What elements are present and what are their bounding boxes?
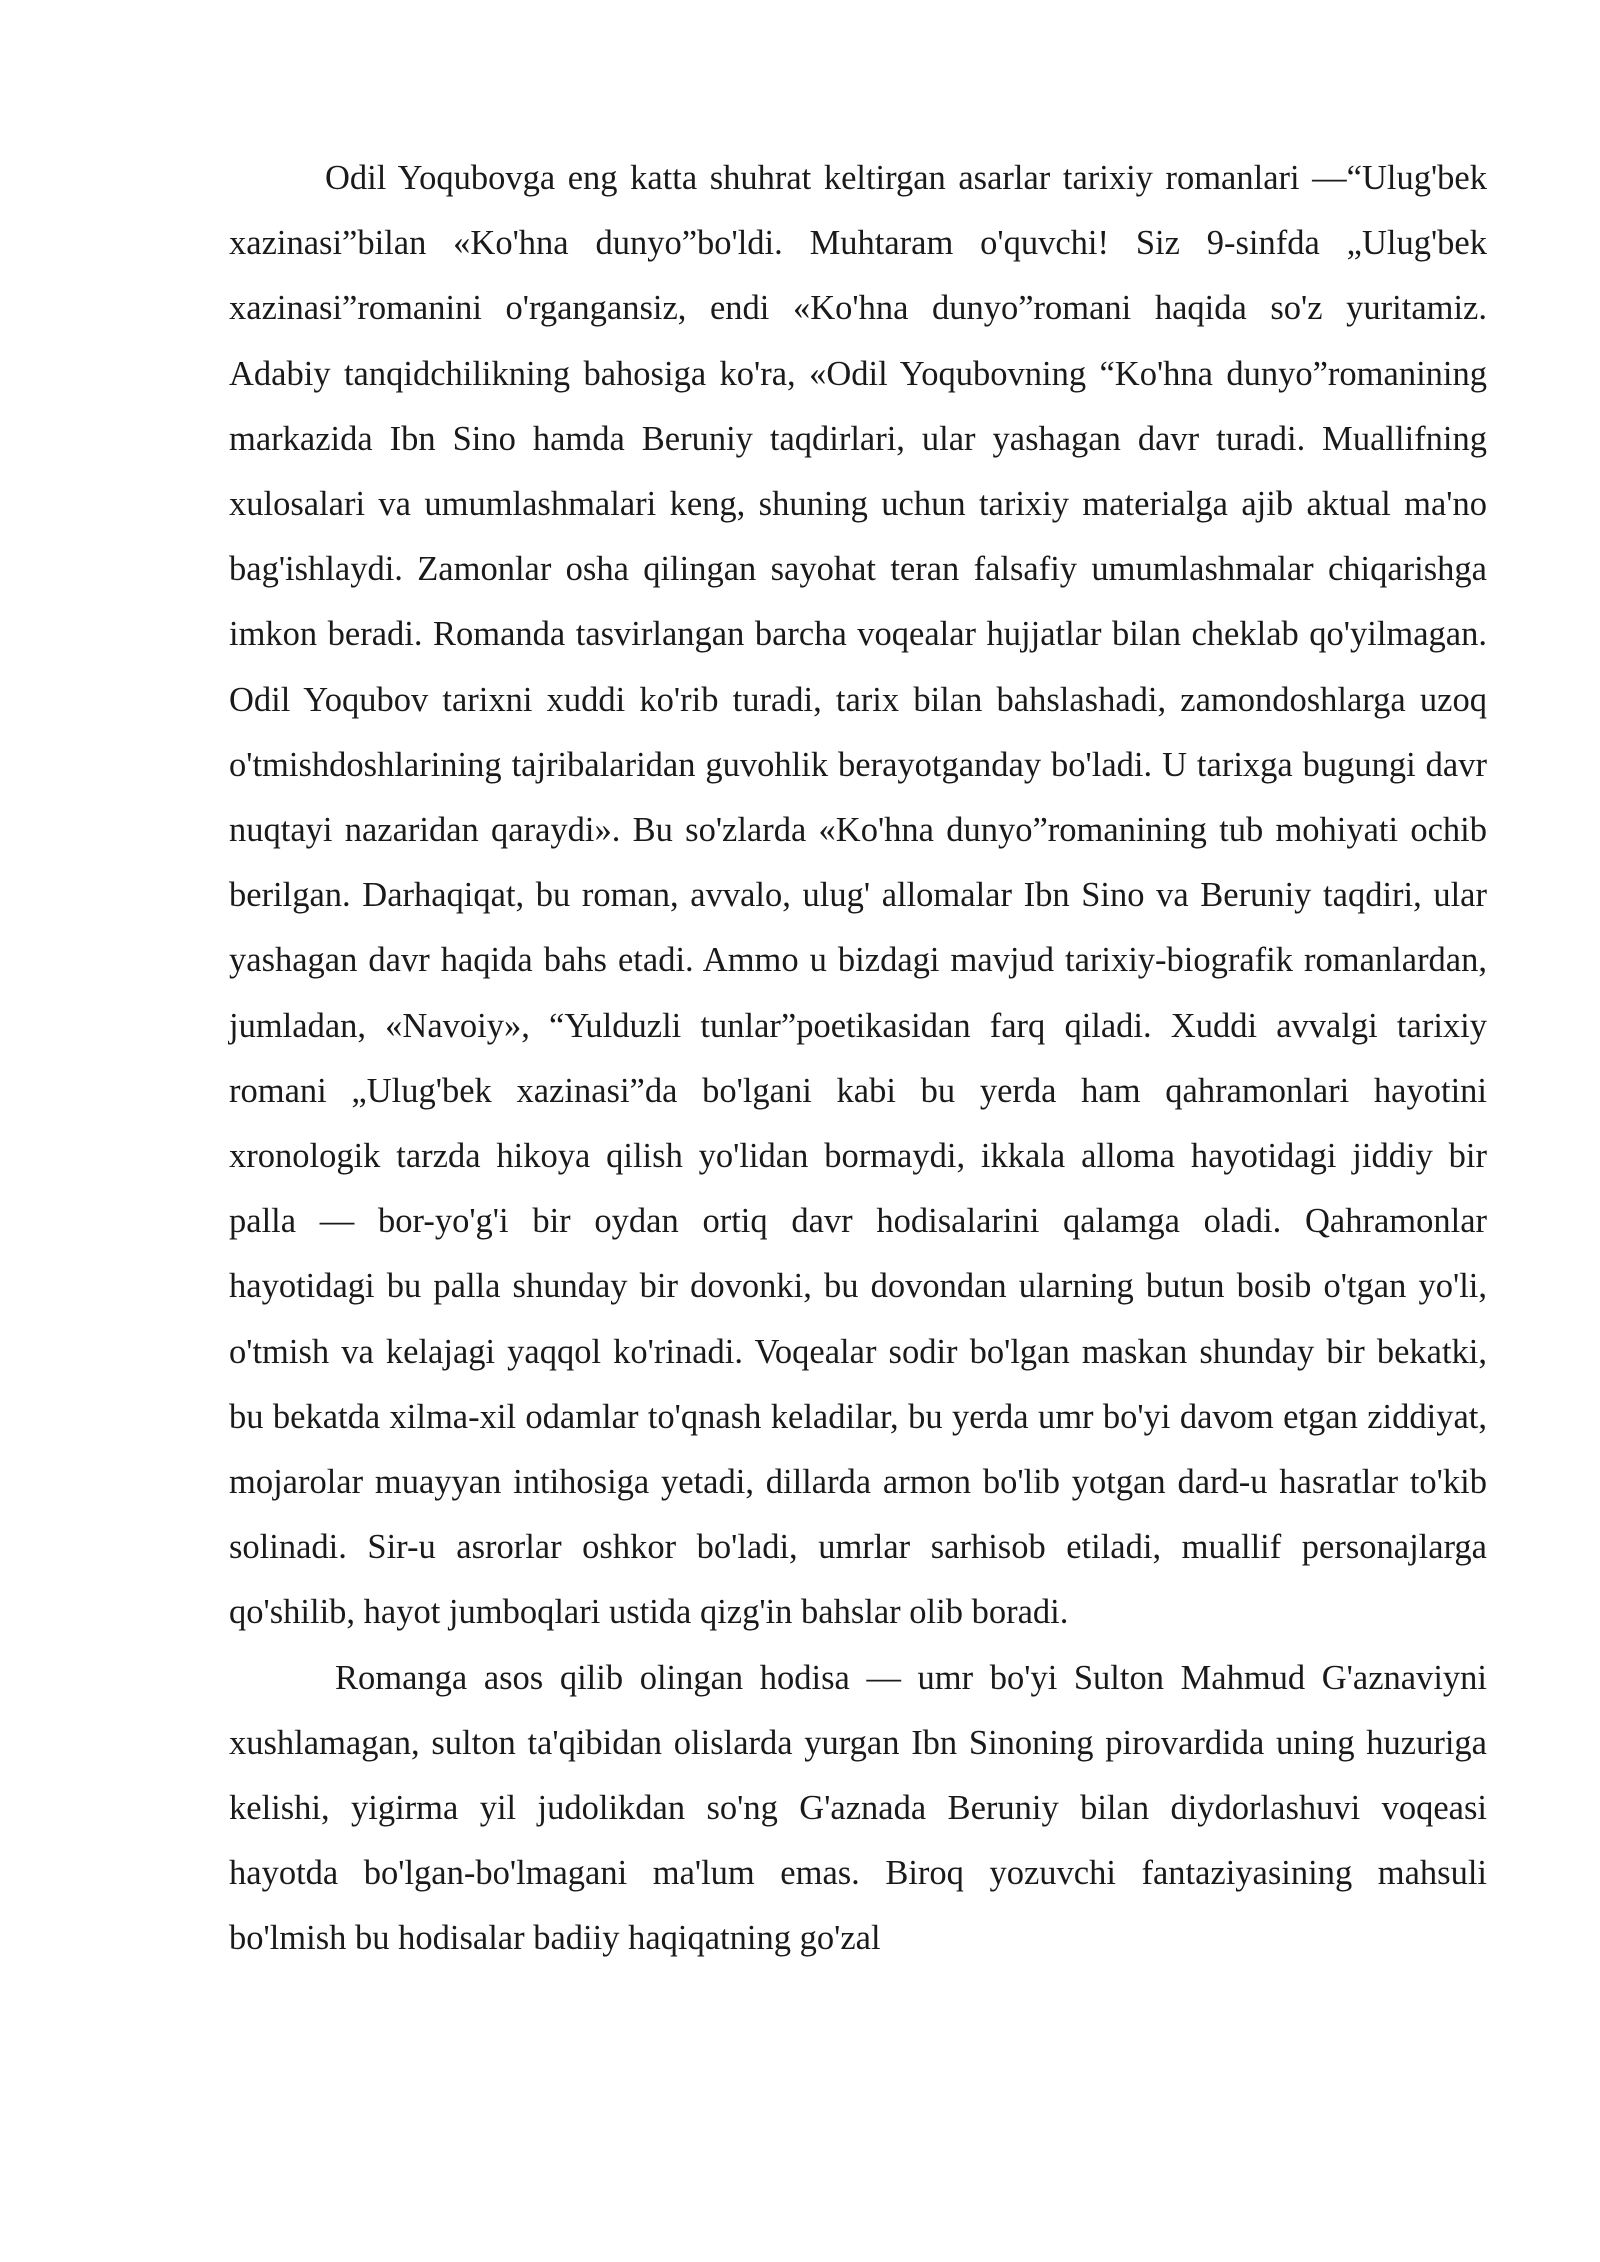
paragraph-2: Romanga asos qilib olingan hodisa — umr bo'yi Sulton Mahmud G'aznaviyni xushlamagan, sulton ta'qibidan olislarda yurgan Ibn Sinoning pirovardida uning huzuriga kelishi, yigirma yil judolikdan so'ng G'aznada Beruniy bilan diydorlashuvi voqeasi hayotda bo'lgan-bo'lmagani ma'lum emas. Biroq yozuvchi fantaziyasining mahsuli bo'lmish bu hodisalar badiiy haqiqatning go'zal xyxy=(229,1658,1487,1958)
document-body xyxy=(229,146,1487,1972)
paragraph-1: Odil Yoqubovga eng katta shuhrat keltirgan asarlar tarixiy romanlari —“Ulug'bek xazinasi”bilan «Ko'hna dunyo”bo'ldi. Muhtaram o'quvchi! Siz 9-sinfda „Ulug'bek xazinasi”romanini o'rgangansiz, endi «Ko'hna dunyo”romani haqida so'z yuritamiz. Adabiy tanqidchilikning bahosiga ko'ra, «Odil Yoqubovning “Ko'hna dunyo”romanining markazida Ibn Sino hamda Beruniy taqdirlari, ular yashagan davr turadi. Muallifning xulosalari va umumlashmalari keng, shuning uchun tarixiy materialga ajib aktual ma'no bag'ishlaydi. Zamonlar osha qilingan sayohat teran falsafiy umumlashmalar chiqarishga imkon beradi. Romanda tasvirlangan barcha voqealar hujjatlar bilan cheklab qo'yilmagan. Odil Yoqubov tarixni xuddi ko'rib turadi, tarix bilan bahslashadi, zamondoshlarga uzoq o'tmishdoshlarining tajribalaridan guvohlik berayotganday bo'ladi. U tarixga bugungi davr nuqtayi nazaridan qaraydi». Bu so'zlarda «Ko'hna dunyo”romanining tub mohiyati ochib berilgan. Darhaqiqat, bu roman, avvalo, ulug' allomalar Ibn Sino va Beruniy taqdiri, ular yashagan davr haqida bahs etadi. Ammo u bizdagi mavjud tarixiy-biografik romanlardan, jumladan, «Navoiy», “Yulduzli tunlar”poetikasidan farq qiladi. Xuddi avvalgi tarixiy romani „Ulug'bek xazinasi”da bo'lgani kabi bu yerda ham qahramonlari hayotini xronologik tarzda hikoya qilish yo'lidan bormaydi, ikkala alloma hayotidagi jiddiy bir palla — bor-yo'g'i bir oydan ortiq davr hodisalarini qalamga oladi. Qahramonlar hayotidagi bu palla shunday bir dovonki, bu dovondan ularning butun bosib o'tgan yo'li, o'tmish va kelajagi yaqqol ko'rinadi. Voqealar sodir bo'lgan maskan shunday bir bekatki, bu bekatda xilma-xil odamlar to'qnash keladilar, bu yerda umr bo'yi davom etgan ziddiyat, mojarolar muayyan intihosiga yetadi, dillarda armon bo'lib yotgan dard-u hasratlar to'kib solinadi. Sir-u asrorlar oshkor bo'ladi, umrlar sarhisob etiladi, muallif personajlarga qo'shilib, hayot jumboqlari ustida qizg'in bahslar olib boradi. xyxy=(229,159,1487,1632)
